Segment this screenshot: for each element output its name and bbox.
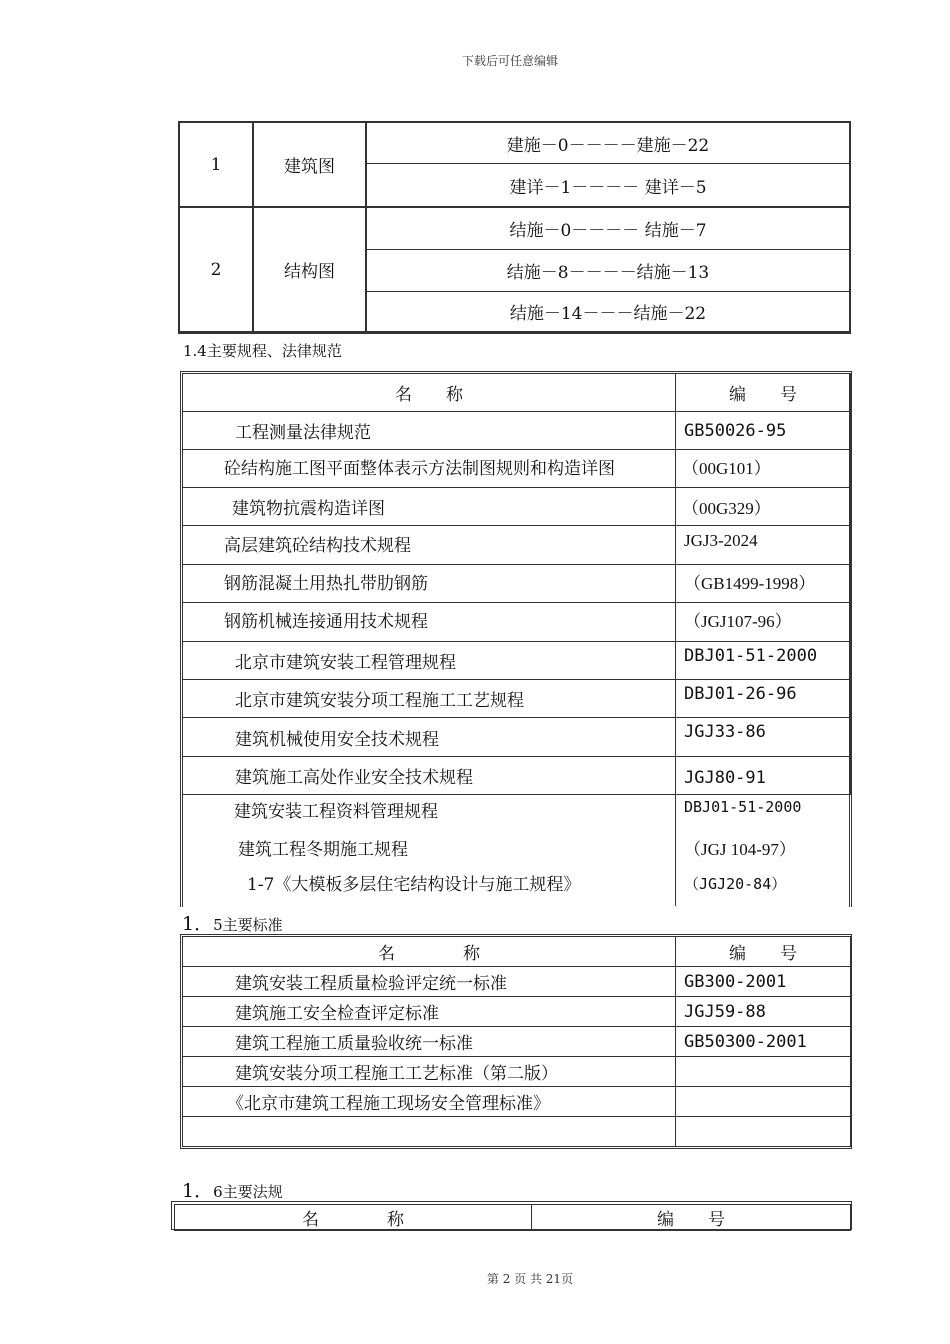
regulation-name: 钢筋混凝土用热扎带肋钢筋 xyxy=(183,565,676,603)
column-header-code: 编 号 xyxy=(532,1205,851,1231)
standard-code xyxy=(676,1117,851,1147)
standards-table xyxy=(182,936,851,1147)
table-row xyxy=(183,1027,851,1057)
column-header-code xyxy=(676,374,851,412)
standard-code: GB50300-2001 xyxy=(676,1027,851,1057)
table-row xyxy=(183,757,851,795)
table-header-row xyxy=(183,374,851,412)
column-divider xyxy=(675,794,676,906)
standard-code: GB300-2001 xyxy=(676,967,851,997)
section-heading-laws xyxy=(182,1176,283,1203)
table-row xyxy=(183,1057,851,1087)
drawing-range: 建详－1－－－－ 建详－5 xyxy=(509,177,707,198)
table-row xyxy=(183,1087,851,1117)
regulation-code: JGJ33-86 xyxy=(676,718,851,757)
table-header-row xyxy=(175,1205,851,1231)
column-header-code: 编 号 xyxy=(676,937,851,967)
table-row xyxy=(183,450,851,488)
regulation-name: 钢筋机械连接通用技术规程 xyxy=(183,603,676,642)
regulation-name: 高层建筑砼结构技术规程 xyxy=(183,526,676,565)
regulation-code: （JGJ107-96） xyxy=(676,603,851,642)
drawing-range: 结施－0－－－－ 结施－7 xyxy=(509,221,707,241)
table-header-row xyxy=(183,937,851,967)
column-header-name xyxy=(183,374,676,412)
drawing-range: 建施－0－－－－建施－22 xyxy=(506,135,710,156)
regulation-code: （JGJ20-84） xyxy=(684,875,787,893)
standard-name: 建筑施工安全检查评定标准 xyxy=(183,997,676,1027)
column-header-name-text: 名 称 xyxy=(395,385,463,405)
standard-name: 建筑安装工程质量检验评定统一标准 xyxy=(183,967,676,997)
standard-code: JGJ59-88 xyxy=(676,997,851,1027)
column-header-code-text: 编 号 xyxy=(729,385,797,405)
standard-name: 《北京市建筑工程施工现场安全管理标准》 xyxy=(183,1087,676,1117)
regulation-name: 建筑施工高处作业安全技术规程 xyxy=(183,757,676,795)
regulation-code: GB50026-95 xyxy=(676,412,851,450)
column-header-name: 名 称 xyxy=(183,937,676,967)
regulation-name: 建筑物抗震构造详图 xyxy=(183,488,676,526)
regulation-name: 北京市建筑安装工程管理规程 xyxy=(183,642,676,680)
standard-name: 建筑安装分项工程施工工艺标准（第二版） xyxy=(183,1057,676,1087)
regulation-name: 建筑工程冬期施工规程 xyxy=(238,840,408,860)
regulation-code: DBJ01-51-2000 xyxy=(684,798,802,816)
regulation-code: JGJ80-91 xyxy=(676,757,851,795)
standard-code xyxy=(676,1057,851,1087)
drawing-range: 结施－8－－－－结施－13 xyxy=(506,263,710,283)
regulation-name: 北京市建筑安装分项工程施工工艺规程 xyxy=(183,680,676,718)
standard-name: 建筑工程施工质量验收统一标准 xyxy=(183,1027,676,1057)
section-number: 1． xyxy=(182,913,214,935)
section-heading-standards xyxy=(182,909,283,936)
regulation-code: JGJ3-2024 xyxy=(676,526,851,565)
drawing-group-name: 建筑图 xyxy=(284,157,335,177)
table-row xyxy=(183,412,851,450)
section-number: 1． xyxy=(182,1180,214,1202)
section-title: 6主要法规 xyxy=(213,1183,283,1201)
drawing-range: 结施－14－－－结施－22 xyxy=(509,304,707,324)
section-heading-regulations: 1.4主要规程、法律规范 xyxy=(183,342,342,360)
column-header-name: 名 称 xyxy=(175,1205,532,1231)
table-row xyxy=(183,997,851,1027)
table-border xyxy=(178,331,851,334)
regulation-name: 砼结构施工图平面整体表示方法制图规则和构造详图 xyxy=(183,450,676,488)
drawing-list-table xyxy=(178,121,851,334)
table-row xyxy=(183,680,851,718)
drawing-group-number: 2 xyxy=(210,259,222,280)
regulation-name: 工程测量法律规范 xyxy=(183,412,676,450)
table-row xyxy=(183,642,851,680)
table-row xyxy=(183,1117,851,1147)
regulation-name: 1-7《大模板多层住宅结构设计与施工规程》 xyxy=(247,875,581,895)
table-border xyxy=(849,121,851,334)
standard-code xyxy=(676,1087,851,1117)
table-row xyxy=(183,526,851,565)
regulation-code: DBJ01-51-2000 xyxy=(676,642,851,680)
regulation-name: 建筑安装工程资料管理规程 xyxy=(234,802,438,822)
regulation-code: （GB1499-1998） xyxy=(676,565,851,603)
table-row xyxy=(183,565,851,603)
regulations-table xyxy=(182,373,851,795)
table-row xyxy=(183,718,851,757)
table-row xyxy=(183,603,851,642)
regulation-name: 建筑机械使用安全技术规程 xyxy=(183,718,676,757)
table-row xyxy=(183,967,851,997)
drawing-group-name: 结构图 xyxy=(284,262,335,282)
regulation-code: （JGJ 104-97） xyxy=(684,840,796,859)
regulation-code: （00G329） xyxy=(676,488,851,526)
page-footer: 第 2 页 共 21页 xyxy=(486,1272,574,1286)
standard-name xyxy=(183,1117,676,1147)
regulation-code: （00G101） xyxy=(676,450,851,488)
table-row xyxy=(183,488,851,526)
regulation-code: DBJ01-26-96 xyxy=(676,680,851,718)
page-header: 下载后可任意编辑 xyxy=(461,54,558,68)
laws-table xyxy=(174,1204,851,1231)
section-title: 5主要标准 xyxy=(213,916,283,934)
drawing-group-number: 1 xyxy=(210,154,222,175)
